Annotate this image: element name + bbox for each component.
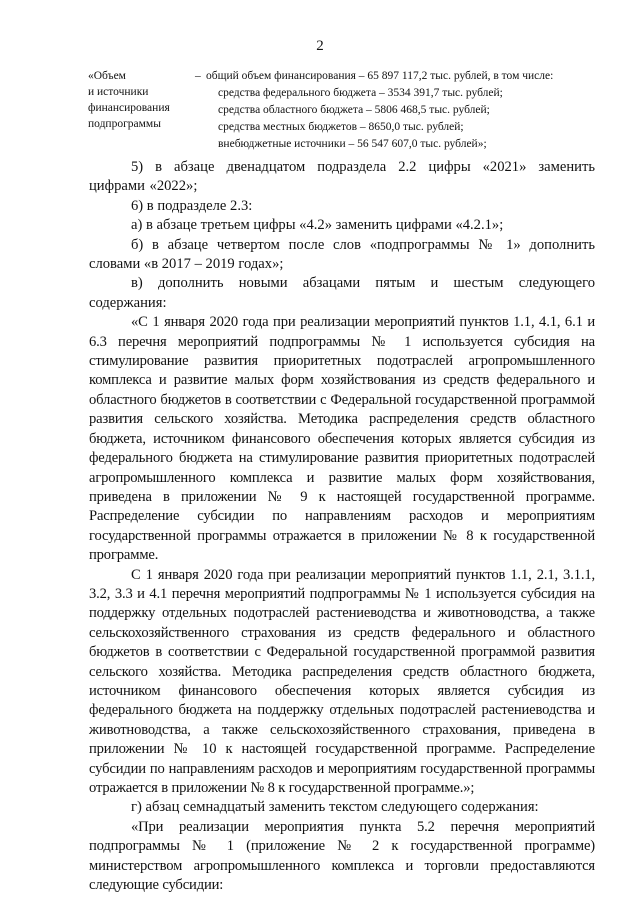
financing-values: [206, 68, 606, 153]
page-number: 2: [316, 38, 324, 54]
document-body: [89, 158, 595, 895]
paragraph-item-6v: в) дополнить новыми абзацами пятым и шестым следующего содержания:: [89, 275, 595, 311]
financing-label: [88, 68, 198, 132]
financing-extrabudgetary: внебюджетные источники – 56 547 607,0 тыс. рублей»;: [218, 138, 487, 150]
financing-federal: средства федерального бюджета – 3534 391,7 тыс. рублей;: [218, 87, 503, 99]
financing-label-line: финансирования: [88, 102, 170, 114]
financing-regional: средства областного бюджета – 5806 468,5 тыс. рублей;: [218, 104, 490, 116]
paragraph-quote-seventeenth: «При реализации мероприятия пункта 5.2 перечня мероприятий подпрограммы № 1 (приложение № 2 к государственной программе) министерством агропромышленного комплекса и торговли предоставляются следующие субсидии:: [89, 818, 595, 894]
paragraph-item-6g: г) абзац семнадцатый заменить текстом следующего содержания:: [131, 799, 539, 816]
financing-local: средства местных бюджетов – 8650,0 тыс. рублей;: [218, 121, 464, 133]
financing-total: общий объем финансирования – 65 897 117,2 тыс. рублей, в том числе:: [206, 70, 554, 82]
financing-dash: –: [195, 70, 201, 82]
financing-label-line: подпрограммы: [88, 118, 161, 130]
paragraph-quote-sixth: С 1 января 2020 года при реализации мероприятий пунктов 1.1, 2.1, 3.1.1, 3.2, 3.3 и 4.1 перечня мероприятий подпрограммы № 1 используется субсидия на поддержку отдельных подотраслей растениеводства и животноводства, а также сельскохозяйственного страхования из средств федерального и областного бюджетов в соответствии с Федеральной государственной программой развития сельского хозяйства. Методика распределения средств областного бюджета, источником финансового обеспечения которых является субсидия из федерального бюджета на поддержку отдельных подотраслей растениеводства и животноводства, а также сельскохозяйственного страхования, приведена в приложении № 10 к настоящей государственной программе. Распределение субсидии по направлениям расходов и мероприятиям государственной программы отражается в приложении № 8 к государственной программе.»;: [89, 566, 595, 796]
paragraph-item-6b: б) в абзаце четвертом после слов «подпрограммы № 1» дополнить словами «в 2017 – 2019 годах»;: [89, 236, 595, 273]
paragraph-quote-fifth: «С 1 января 2020 года при реализации мероприятий пунктов 1.1, 4.1, 6.1 и 6.3 перечня мероприятий подпрограммы № 1 используется субсидия на стимулирование развития приоритетных подотраслей агропромышленного комплекса и развитие малых форм хозяйствования из средств федерального и областного бюджетов в соответствии с Федеральной государственной программой развития сельского хозяйства. Методика распределения средств областного бюджета, источником финансового обеспечения которых является субсидия из федерального бюджета на стимулирование развития приоритетных подотраслей агропромышленного комплекса и развитие малых форм хозяйствования, приведена в приложении № 9 к настоящей государственной программе. Распределение субсидии по направлениям расходов и мероприятиям государственной программы отражается в приложении № 8 к государственной программе.: [89, 314, 595, 564]
paragraph-item-5: 5) в абзаце двенадцатом подраздела 2.2 цифры «2021» заменить цифрами «2022»;: [89, 159, 595, 195]
paragraph-item-6a: а) в абзаце третьем цифры «4.2» заменить цифрами «4.2.1»;: [131, 217, 504, 234]
financing-label-line: и источники: [88, 86, 149, 98]
paragraph-item-6: 6) в подразделе 2.3:: [131, 197, 253, 214]
financing-label-line: «Объем: [88, 70, 126, 82]
